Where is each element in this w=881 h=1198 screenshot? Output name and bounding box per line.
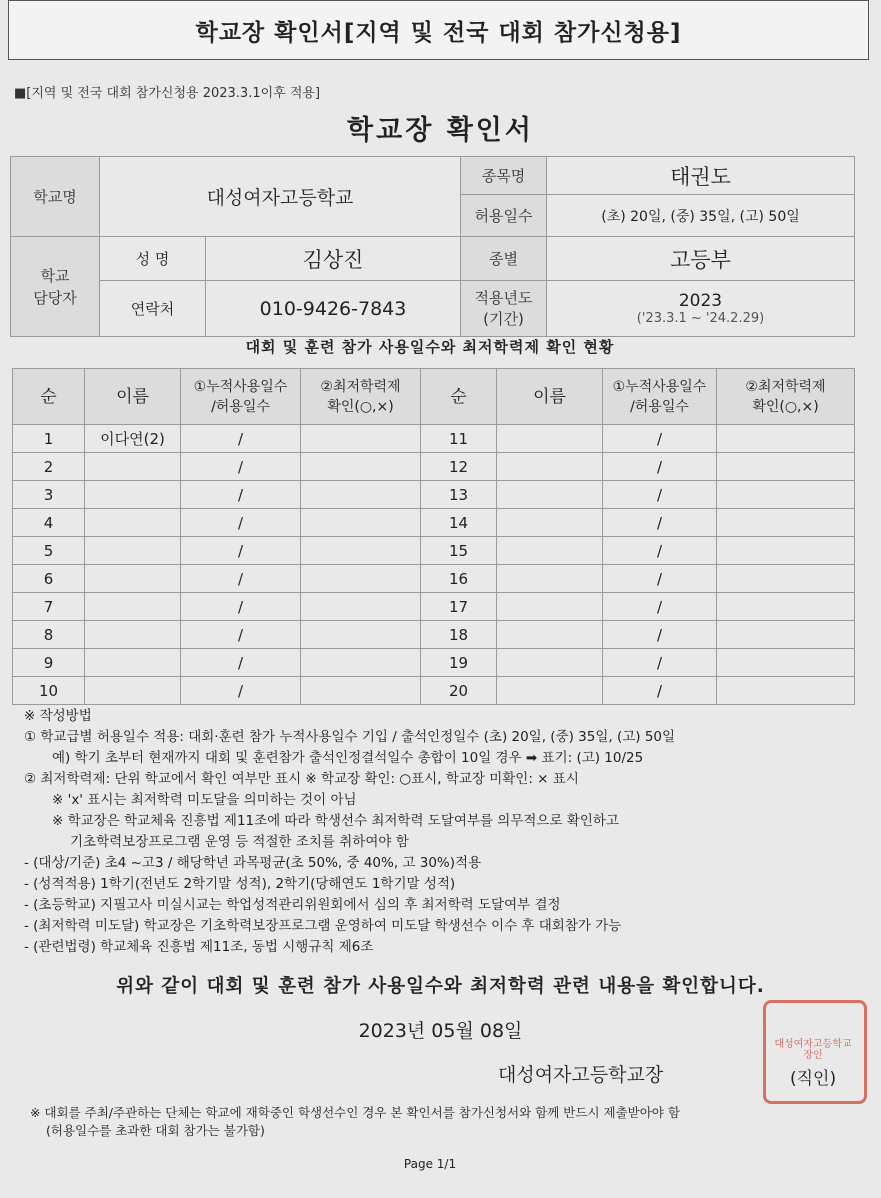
manager-label: 학교 담당자: [11, 237, 100, 337]
row-days: /: [603, 453, 717, 481]
note-line: 예) 학기 초부터 현재까지 대회 및 훈련참가 출석인정결석일수 총합이 10일 경우 ➡ 표기: (고) 10/25: [52, 750, 644, 766]
row-academic: [717, 649, 855, 677]
row-days: /: [181, 593, 301, 621]
row-name: [497, 481, 603, 509]
allowed-days-label: 허용일수: [461, 195, 547, 237]
row-num: 6: [13, 565, 85, 593]
usage-title: 대회 및 훈련 참가 사용일수와 최저학력제 확인 현황: [245, 338, 615, 356]
row-name: [85, 509, 181, 537]
notes-heading: ※ 작성방법: [24, 708, 92, 724]
row-days: /: [603, 649, 717, 677]
row-num: 13: [421, 481, 497, 509]
row-name: [497, 537, 603, 565]
writing-instructions: [24, 706, 869, 958]
row-name: [85, 621, 181, 649]
seal-label: (직인): [790, 1069, 837, 1089]
footnote-line: ※ 대회를 주최/주관하는 단체는 학교에 재학중인 학생선수인 경우 본 확인서를 참가신청서와 함께 반드시 제출받아야 함: [30, 1105, 680, 1120]
usage-row: [13, 481, 855, 509]
row-academic: [717, 509, 855, 537]
row-academic: [301, 425, 421, 453]
year-period: ('23.3.1 ~ '24.2.29): [636, 311, 765, 326]
row-days: /: [181, 565, 301, 593]
row-num: 4: [13, 509, 85, 537]
name-label: 성 명: [100, 237, 206, 281]
manager-name: 김상진: [206, 237, 461, 281]
header-num-left: 순: [13, 369, 85, 425]
usage-row: [13, 425, 855, 453]
row-name: [497, 565, 603, 593]
usage-body: [13, 425, 855, 705]
row-academic: [301, 453, 421, 481]
note-line: ※ 'x' 표시는 최저학력 미도달을 의미하는 것이 아님: [52, 792, 357, 808]
header-name-left: 이름: [85, 369, 181, 425]
row-academic: [717, 621, 855, 649]
row-days: /: [603, 621, 717, 649]
document-title: 학교장 확인서: [347, 115, 534, 146]
row-academic: [301, 677, 421, 705]
category-label: 종별: [461, 237, 547, 281]
row-academic: [301, 565, 421, 593]
school-name: 대성여자고등학교: [100, 157, 461, 237]
row-academic: [717, 481, 855, 509]
usage-row: [13, 649, 855, 677]
usage-row: [13, 565, 855, 593]
note-line: - (성적적용) 1학기(전년도 2학기말 성적), 2학기(당해연도 1학기말 성적): [24, 876, 456, 892]
usage-header-row: [13, 369, 855, 425]
school-label: 학교명: [11, 157, 100, 237]
usage-row: [13, 453, 855, 481]
row-name: [497, 425, 603, 453]
row-academic: [717, 537, 855, 565]
row-days: /: [181, 677, 301, 705]
row-days: /: [603, 481, 717, 509]
row-days: /: [181, 621, 301, 649]
contact-value: 010-9426-7843: [206, 281, 461, 337]
principal-name: 대성여자고등학교장: [498, 1064, 664, 1086]
row-name: [497, 453, 603, 481]
row-name: [497, 649, 603, 677]
row-academic: [301, 649, 421, 677]
row-days: /: [603, 593, 717, 621]
note-line: - (최저학력 미도달) 학교장은 기초학력보장프로그램 운영하여 미도달 학생선수 이수 후 대회참가 가능: [24, 918, 622, 934]
row-num: 9: [13, 649, 85, 677]
year-cell: [547, 281, 855, 337]
allowed-days-value: (초) 20일, (중) 35일, (고) 50일: [547, 195, 855, 237]
note-line: ② 최저학력제: 단위 학교에서 확인 여부만 표시 ※ 학교장 확인: ○표시, 학교장 미확인: × 표시: [24, 771, 579, 787]
footnote: [30, 1104, 875, 1140]
row-num: 3: [13, 481, 85, 509]
usage-table: [12, 368, 855, 705]
sport-value: 태권도: [547, 157, 855, 195]
row-academic: [717, 453, 855, 481]
footnote-line: (허용일수를 초과한 대회 참가는 불가함): [46, 1123, 265, 1138]
header-days-right: ①누적사용일수 /허용일수: [603, 369, 717, 425]
header-name-right: 이름: [497, 369, 603, 425]
note-line: ※ 학교장은 학교체육 진흥법 제11조에 따라 학생선수 최저학력 도달여부를 의무적으로 확인하고: [52, 813, 619, 829]
row-academic: [717, 425, 855, 453]
row-name: [85, 593, 181, 621]
row-num: 16: [421, 565, 497, 593]
row-academic: [301, 621, 421, 649]
row-name: 이다연(2): [85, 425, 181, 453]
note-line: - (초등학교) 지필고사 미실시교는 학업성적관리위원회에서 심의 후 최저학력 도달여부 결정: [24, 897, 561, 913]
row-name: [85, 677, 181, 705]
row-num: 15: [421, 537, 497, 565]
row-num: 20: [421, 677, 497, 705]
row-name: [497, 677, 603, 705]
note-line: - (관련법령) 학교체육 진흥법 제11조, 동법 시행규칙 제6조: [24, 939, 374, 955]
row-academic: [301, 537, 421, 565]
row-num: 19: [421, 649, 497, 677]
row-academic: [301, 509, 421, 537]
header-academic-right: ②최저학력제 확인(○,×): [717, 369, 855, 425]
applicability-note: ■[지역 및 전국 대회 참가신청용 2023.3.1이후 적용]: [14, 86, 321, 101]
seal-text: 대성여자고등학교장인: [774, 1039, 852, 1061]
row-num: 17: [421, 593, 497, 621]
usage-row: [13, 537, 855, 565]
row-days: /: [603, 537, 717, 565]
confirmation-statement: 위와 같이 대회 및 훈련 참가 사용일수와 최저학력 관련 내용을 확인합니다.: [116, 976, 765, 997]
issue-date: 2023년 05월 08일: [358, 1020, 523, 1042]
contact-label: 연락처: [100, 281, 206, 337]
note-line: - (대상/기준) 초4 ~고3 / 해당학년 과목평균(초 50%, 중 40%, 고 30%)적용: [24, 855, 482, 871]
row-days: /: [181, 425, 301, 453]
usage-row: [13, 621, 855, 649]
row-academic: [717, 565, 855, 593]
row-days: /: [603, 425, 717, 453]
row-num: 10: [13, 677, 85, 705]
row-academic: [301, 593, 421, 621]
row-days: /: [603, 677, 717, 705]
year-value: 2023: [678, 291, 723, 311]
row-num: 18: [421, 621, 497, 649]
row-num: 7: [13, 593, 85, 621]
row-num: 14: [421, 509, 497, 537]
info-table: [10, 156, 855, 337]
row-academic: [301, 481, 421, 509]
row-days: /: [181, 509, 301, 537]
row-num: 8: [13, 621, 85, 649]
row-days: /: [181, 649, 301, 677]
row-num: 1: [13, 425, 85, 453]
category-value: 고등부: [547, 237, 855, 281]
year-label: 적용년도 (기간): [461, 281, 547, 337]
usage-row: [13, 677, 855, 705]
row-name: [497, 509, 603, 537]
header-num-right: 순: [421, 369, 497, 425]
usage-row: [13, 509, 855, 537]
note-line: ① 학교급별 허용일수 적용: 대회·훈련 참가 누적사용일수 기입 / 출석인정일수 (초) 20일, (중) 35일, (고) 50일: [24, 729, 676, 745]
row-num: 5: [13, 537, 85, 565]
note-line: 기초학력보장프로그램 운영 등 적절한 조치를 취하여야 함: [70, 834, 409, 850]
row-num: 2: [13, 453, 85, 481]
row-days: /: [603, 509, 717, 537]
row-days: /: [603, 565, 717, 593]
row-academic: [717, 677, 855, 705]
banner-title: 학교장 확인서[지역 및 전국 대회 참가신청용]: [8, 0, 869, 60]
row-name: [497, 621, 603, 649]
page-number: Page 1/1: [403, 1157, 457, 1171]
row-academic: [717, 593, 855, 621]
header-academic-left: ②최저학력제 확인(○,×): [301, 369, 421, 425]
row-name: [85, 649, 181, 677]
row-name: [85, 481, 181, 509]
row-days: /: [181, 537, 301, 565]
row-days: /: [181, 453, 301, 481]
row-name: [85, 537, 181, 565]
row-num: 11: [421, 425, 497, 453]
row-name: [85, 453, 181, 481]
row-name: [85, 565, 181, 593]
sport-label: 종목명: [461, 157, 547, 195]
usage-row: [13, 593, 855, 621]
header-days-left: ①누적사용일수 /허용일수: [181, 369, 301, 425]
row-num: 12: [421, 453, 497, 481]
row-name: [497, 593, 603, 621]
row-days: /: [181, 481, 301, 509]
